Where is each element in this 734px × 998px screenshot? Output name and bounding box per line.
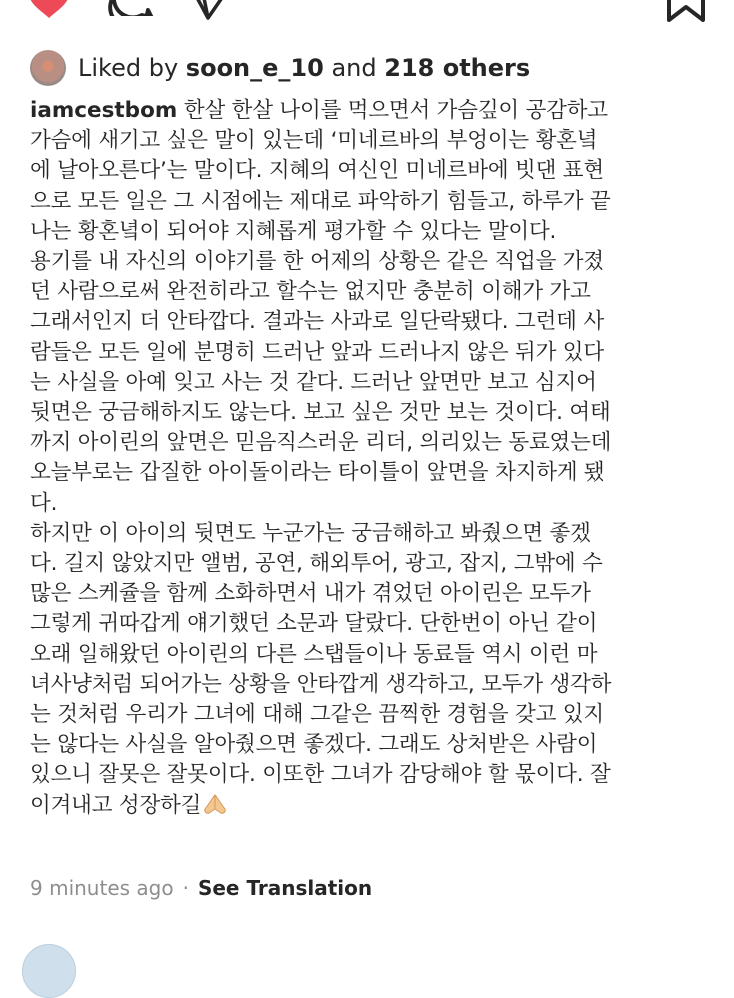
- see-translation-link[interactable]: See Translation: [197, 876, 373, 900]
- bookmark-icon[interactable]: [664, 0, 708, 26]
- caption-line: 까지 아이린의 앞면은 믿음직스러운 리더, 의리있는 동료였는데: [30, 430, 612, 456]
- caption-line: 뒷면은 궁금해하지도 않는다. 보고 싶은 것만 보는 것이다. 여태: [30, 400, 611, 426]
- caption-line: 으로 모든 일은 그 시점에는 제대로 파악하기 힘들고, 하루가 끝: [30, 188, 611, 214]
- caption-line: 는 사실을 아예 잊고 사는 것 같다. 드러난 앞면만 보고 심지어: [30, 369, 597, 395]
- comment-icon[interactable]: [108, 0, 158, 16]
- caption-line: 람들은 모든 일에 분명히 드러난 앞과 드러나지 않은 뒤가 있다: [30, 339, 604, 365]
- likes-prefix: Liked by: [78, 54, 179, 82]
- caption-line: 그렇게 귀따갑게 얘기했던 소문과 달랐다. 단한번이 아닌 같이: [30, 611, 598, 637]
- post-meta: [30, 872, 372, 904]
- liker-username-link[interactable]: soon_e_10: [185, 54, 324, 82]
- caption: [30, 96, 714, 821]
- caption-line: 가슴에 새기고 싶은 말이 있는데 ‘미네르바의 부엉이는 황혼녘: [30, 128, 598, 154]
- likes-text: [78, 48, 530, 88]
- caption-line: 는 것처럼 우리가 그녀에 대해 그같은 끔찍한 경험을 갖고 있지: [30, 702, 604, 728]
- meta-separator: ·: [182, 876, 189, 900]
- caption-line: 그래서인지 더 안타깝다. 결과는 사과로 일단락됐다. 그런데 사: [30, 309, 604, 335]
- caption-line: 나는 황혼녘이 되어야 지혜롭게 평가할 수 있다는 말이다.: [30, 218, 557, 244]
- comment-avatar[interactable]: [22, 944, 76, 998]
- caption-last-text: 이겨내고 성장하길: [30, 792, 202, 818]
- caption-line: 녀사냥처럼 되어가는 상황을 안타깝게 생각하고, 모두가 생각하: [30, 671, 612, 697]
- caption-line: 는 않다는 사실을 알아줬으면 좋겠다. 그래도 상처받은 사람이: [30, 732, 598, 758]
- caption-line: 오래 일해왔던 아이린의 다른 스탭들이나 동료들 역시 이런 마: [30, 641, 598, 667]
- caption-line: 다.: [30, 490, 58, 516]
- folded-hands-icon: [201, 792, 229, 816]
- likes-and: and: [331, 54, 377, 82]
- caption-line: [30, 96, 714, 126]
- caption-line: 던 사람으로써 완전히라고 할수는 없지만 충분히 이해가 가고: [30, 279, 591, 305]
- caption-line: [30, 791, 714, 821]
- caption-line: 다. 길지 않았지만 앨범, 공연, 해외투어, 광고, 잡지, 그밖에 수: [30, 551, 603, 577]
- caption-username-link[interactable]: iamcestbom: [30, 98, 178, 123]
- caption-line: 하지만 이 아이의 뒷면도 누군가는 궁금해하고 봐줬으면 좋겠: [30, 520, 591, 546]
- liker-avatar[interactable]: [30, 50, 66, 86]
- share-icon[interactable]: [190, 0, 230, 20]
- caption-line: 용기를 내 자신의 이야기를 한 어제의 상황은 같은 직업을 가졌: [30, 249, 604, 275]
- caption-line: 많은 스케쥴을 함께 소화하면서 내가 겪었던 아이린은 모두가: [30, 581, 591, 607]
- caption-text: 한살 한살 나이를 먹으면서 가슴깊이 공감하고: [177, 98, 608, 123]
- likes-others-link[interactable]: 218 others: [384, 54, 531, 82]
- action-bar: [0, 0, 734, 30]
- caption-line: 에 날아오른다’는 말이다. 지혜의 여신인 미네르바에 빗댄 표현: [30, 158, 604, 184]
- post-timestamp: 9 minutes ago: [30, 876, 174, 900]
- heart-icon[interactable]: [25, 0, 73, 20]
- caption-line: 오늘부로는 갑질한 아이돌이라는 타이틀이 앞면을 차지하게 됐: [30, 460, 605, 486]
- likes-row: [30, 48, 530, 88]
- caption-line: 있으니 잘못은 잘못이다. 이또한 그녀가 감당해야 할 몫이다. 잘: [30, 762, 611, 788]
